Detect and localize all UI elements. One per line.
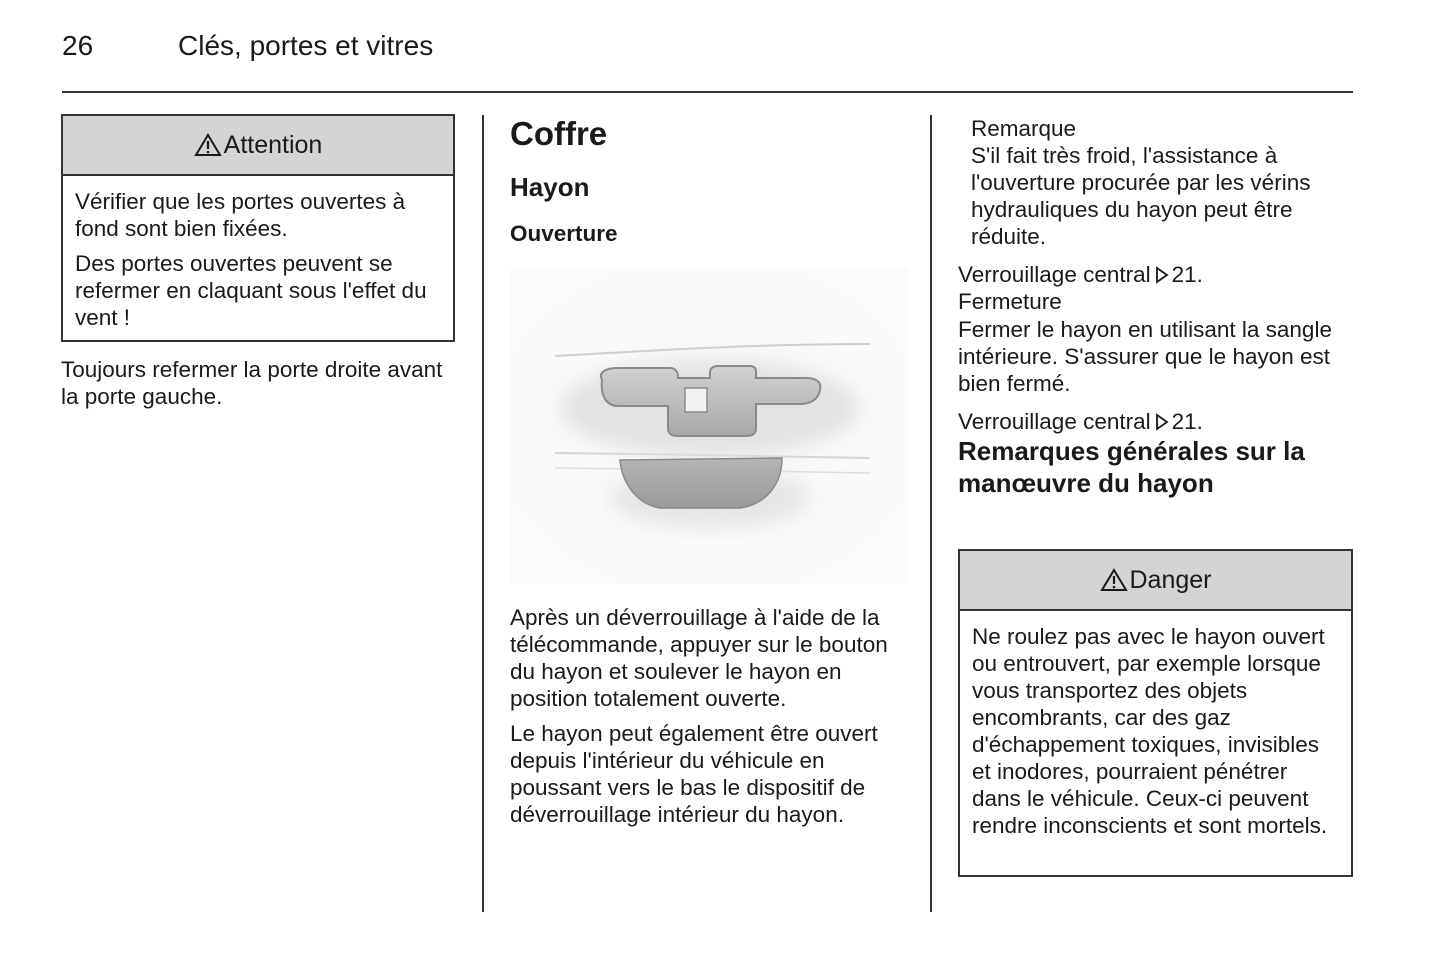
danger-header [960,551,1351,611]
section-title: Clés, portes et vitres [178,30,434,61]
cross-reference[interactable] [958,408,1358,435]
subheading-fermeture: Fermeture [958,289,1062,314]
door-closing-paragraph: Toujours refermer la porte droite avant la porte gauche. [61,357,443,409]
closing-paragraph: Fermer le hayon en utilisant la sangle intérieure. S'assurer que le hayon est bien fermé. [958,317,1332,396]
danger-title: Danger [1129,565,1212,594]
section-heading-coffre: Coffre [510,115,608,152]
cross-reference-text: Verrouillage central [958,409,1151,434]
danger-box [958,549,1353,877]
attention-paragraph: Des portes ouvertes peuvent se refermer en claquant sous l'effet du vent ! [75,251,427,330]
attention-paragraph: Vérifier que les portes ouvertes à fond sont bien fixées. [75,189,406,241]
attention-box [61,114,455,342]
warning-triangle-icon [1100,568,1128,592]
tailgate-button-illustration [510,268,908,584]
heading-general-remarks: Remarques générales sur la manœuvre du hayon [958,436,1305,498]
page-number: 26 [62,30,94,61]
note-title: Remarque [971,116,1077,141]
note-text: S'il fait très froid, l'assistance à l'ouverture procurée par les vérins hydrauliques du hayon peut être réduite. [971,143,1311,249]
subheading-hayon: Hayon [510,172,590,202]
cross-reference-page: 21. [1171,409,1203,434]
header-rule [62,91,1353,93]
column-separator [482,115,484,912]
subheading-ouverture: Ouverture [510,221,618,246]
page-reference-arrow-icon [1155,266,1169,284]
cross-reference[interactable] [958,261,1358,288]
attention-title: Attention [223,130,323,159]
column-separator [930,115,932,912]
opening-paragraph: Après un déverrouillage à l'aide de la télécommande, appuyer sur le bouton du hayon et soulever le hayon en position totalement ouverte. [510,605,888,711]
attention-header [63,116,453,176]
opening-paragraph: Le hayon peut également être ouvert depuis l'intérieur du véhicule en poussant vers le bas le dispositif de déverrouillage intérieur du hayon. [510,721,878,827]
warning-triangle-icon [194,133,222,157]
page-reference-arrow-icon [1155,413,1169,431]
danger-text: Ne roulez pas avec le hayon ouvert ou entrouvert, par exemple lorsque vous transportez des objets encombrants, car des gaz d'échappement toxiques, invisibles et inodores, pourraient pénétrer dans le véhicule. Ceux-ci peuvent rendre inconscients et sont mortels. [972,624,1328,838]
note-block [958,115,1358,250]
cross-reference-text: Verrouillage central [958,262,1151,287]
cross-reference-page: 21. [1171,262,1203,287]
